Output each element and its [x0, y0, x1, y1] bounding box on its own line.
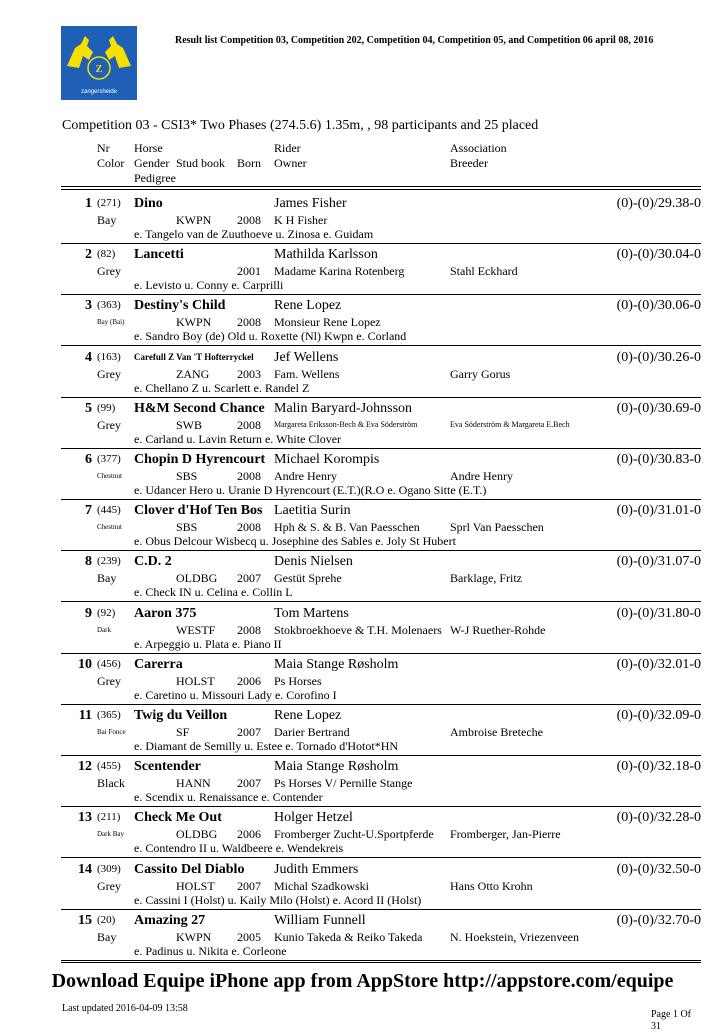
- rider-name: James Fisher: [274, 196, 347, 211]
- owner-name: K H Fisher: [274, 213, 328, 227]
- horse-name: Chopin D Hyrencourt: [134, 452, 266, 467]
- stud-book: KWPN: [176, 315, 212, 330]
- horse-color: Bay (Bai): [97, 318, 125, 327]
- horse-name: Aaron 375: [134, 605, 197, 621]
- start-number: (455): [97, 760, 121, 773]
- result-score: (0)-(0)/32.70-0: [616, 912, 701, 928]
- placing-rank: 7: [85, 503, 92, 519]
- horse-color: Grey: [97, 673, 121, 688]
- horse-color: Grey: [97, 417, 121, 432]
- pedigree: e. Contendro II u. Waldbeere e. Wendekreis: [134, 841, 344, 856]
- rider-name: Michael Korompis: [274, 452, 380, 467]
- placing-rank: 5: [85, 400, 92, 416]
- col-owner: Owner: [274, 156, 307, 170]
- horse-name: Scentender: [134, 759, 201, 775]
- result-score: (0)-(0)/30.04-0: [616, 247, 701, 263]
- placing-rank: 12: [78, 759, 92, 775]
- born-year: 2008: [237, 520, 261, 535]
- col-rider: Rider: [274, 141, 301, 155]
- result-row: [61, 704, 701, 756]
- last-updated: Last updated 2016-04-09 13:58: [62, 1003, 188, 1014]
- col-breeder: Breeder: [450, 156, 488, 170]
- col-pedigree: Pedigree: [134, 171, 176, 185]
- result-score: (0)-(0)/31.01-0: [616, 503, 701, 519]
- owner-name: Hph & S. & B. Van Paesschen: [274, 520, 420, 535]
- start-number: (239): [97, 555, 121, 568]
- result-score: (0)-(0)/30.06-0: [616, 298, 701, 314]
- horse-name: Amazing 27: [134, 912, 206, 928]
- start-number: (163): [97, 350, 121, 363]
- born-year: 2006: [237, 827, 261, 842]
- stud-book: OLDBG: [176, 827, 218, 842]
- horse-color: Dark: [97, 625, 111, 634]
- result-row: [61, 346, 701, 398]
- owner-name: Fromberger Zucht-U.Sportpferde: [274, 827, 434, 842]
- start-number: (211): [97, 811, 121, 824]
- start-number: (377): [97, 453, 121, 465]
- competition-title: Competition 03 - CSI3* Two Phases (274.5.6) 1.35m, , 98 participants and 25 placed: [62, 118, 539, 133]
- col-horse: Horse: [134, 141, 163, 155]
- breeder-name: W-J Ruether-Rohde: [450, 622, 546, 637]
- stud-book: SBS: [176, 469, 198, 483]
- owner-name: Andre Henry: [274, 469, 337, 483]
- start-number: (99): [97, 401, 116, 414]
- pedigree: e. Arpeggio u. Plata e. Piano II: [134, 636, 282, 651]
- report-title: Result list Competition 03, Competition 202, Competition 04, Competition 05, and Competition 06 april 08, 2016: [175, 35, 654, 46]
- result-row: [61, 755, 701, 807]
- placing-rank: 2: [85, 247, 92, 263]
- pedigree: e. Tangelo van de Zuuthoeve u. Zinosa e. Guidam: [134, 227, 374, 241]
- start-number: (92): [97, 606, 116, 619]
- pedigree: e. Carland u. Lavin Return e. White Clover: [134, 431, 342, 446]
- footer-rule: [61, 962, 701, 963]
- horse-color: Chestnut: [97, 523, 122, 532]
- start-number: (365): [97, 709, 121, 721]
- rider-name: Laetitia Surin: [274, 503, 351, 519]
- horse-color: Bai Fonce: [97, 728, 126, 736]
- horse-color: Grey: [97, 878, 121, 893]
- horse-name: Twig du Veillon: [134, 708, 228, 723]
- pedigree: e. Sandro Boy (de) Old u. Roxette (Nl) Kwpn e. Corland: [134, 329, 407, 344]
- pedigree: e. Obus Delcour Wisbecq u. Josephine des Sables e. Joly St Hubert: [134, 534, 456, 549]
- owner-name: Ps Horses V/ Pernille Stange: [274, 776, 413, 791]
- born-year: 2007: [237, 725, 261, 739]
- born-year: 2005: [237, 929, 261, 944]
- rider-name: Tom Martens: [274, 605, 349, 621]
- breeder-name: Eva Söderström & Margareta E.Bech: [450, 419, 570, 429]
- pedigree: e. Udancer Hero u. Uranie D Hyrencourt (E.T.)(R.O e. Ogano Sitte (E.T.): [134, 483, 487, 497]
- horse-name: Destiny's Child: [134, 298, 226, 314]
- result-row: [61, 243, 701, 295]
- owner-name: Monsieur Rene Lopez: [274, 315, 381, 330]
- header-rule: [61, 189, 701, 190]
- horse-name: H&M Second Chance: [134, 400, 265, 416]
- col-color: Color: [97, 156, 125, 170]
- start-number: (456): [97, 657, 121, 670]
- start-number: (271): [97, 197, 121, 209]
- owner-name: Darier Bertrand: [274, 725, 350, 739]
- horse-color: Grey: [97, 366, 121, 381]
- stud-book: WESTF: [176, 622, 216, 637]
- result-score: (0)-(0)/32.01-0: [616, 656, 701, 672]
- pedigree: e. Diamant de Semilly u. Estee e. Tornado d'Hotot*HN: [134, 739, 399, 753]
- start-number: (20): [97, 913, 116, 926]
- rider-name: Maia Stange Røsholm: [274, 656, 399, 672]
- rider-name: Mathilda Karlsson: [274, 247, 378, 263]
- result-score: (0)-(0)/30.26-0: [616, 349, 701, 365]
- result-score: (0)-(0)/32.28-0: [616, 810, 701, 826]
- pedigree: e. Scendix u. Renaissance e. Contender: [134, 790, 323, 805]
- col-gender: Gender: [134, 156, 170, 170]
- owner-name: Margareta Eriksson-Bech & Eva Söderström: [274, 419, 418, 429]
- pedigree: e. Chellano Z u. Scarlett e. Randel Z: [134, 380, 310, 395]
- rider-name: Malin Baryard-Johnsson: [274, 400, 413, 416]
- result-score: (0)-(0)/29.38-0: [616, 196, 701, 211]
- horse-color: Bay: [97, 571, 117, 586]
- rider-name: Judith Emmers: [274, 861, 359, 877]
- start-number: (309): [97, 862, 121, 875]
- horse-color: Bay: [97, 929, 117, 944]
- breeder-name: Ambroise Breteche: [450, 725, 543, 739]
- owner-name: Madame Karina Rotenberg: [274, 264, 405, 279]
- owner-name: Stokbroekhoeve & T.H. Molenaers: [274, 622, 442, 637]
- result-row: [61, 909, 701, 961]
- stud-book: SBS: [176, 520, 198, 535]
- horse-name: Clover d'Hof Ten Bos: [134, 503, 263, 519]
- breeder-name: Sprl Van Paesschen: [450, 520, 544, 535]
- result-score: (0)-(0)/32.18-0: [616, 759, 701, 775]
- stud-book: OLDBG: [176, 571, 218, 586]
- col-studbook: Stud book: [176, 156, 226, 170]
- pedigree: e. Padinus u. Nikita e. Corleone: [134, 943, 287, 958]
- stud-book: ZANG: [176, 366, 210, 381]
- stud-book: SWB: [176, 417, 203, 432]
- born-year: 2001: [237, 264, 261, 279]
- result-score: (0)-(0)/31.80-0: [616, 605, 701, 621]
- result-row: [61, 499, 701, 551]
- start-number: (82): [97, 248, 116, 261]
- rider-name: Holger Hetzel: [274, 810, 353, 826]
- stud-book: HANN: [176, 776, 211, 791]
- horse-color: Bay: [97, 213, 117, 227]
- placing-rank: 6: [85, 452, 92, 467]
- horse-name: Carerra: [134, 656, 183, 672]
- result-row: [61, 858, 701, 910]
- rider-name: Jef Wellens: [274, 349, 339, 365]
- placing-rank: 10: [78, 656, 92, 672]
- born-year: 2008: [237, 315, 261, 330]
- pedigree: e. Cassini I (Holst) u. Kaily Milo (Holst) e. Acord II (Holst): [134, 892, 422, 907]
- rider-name: William Funnell: [274, 912, 366, 928]
- breeder-name: N. Hoekstein, Vriezenveen: [450, 929, 580, 944]
- rider-name: Denis Nielsen: [274, 554, 353, 570]
- result-score: (0)-(0)/30.69-0: [616, 400, 701, 416]
- pedigree: e. Check IN u. Celina e. Collin L: [134, 585, 293, 600]
- stud-book: HOLST: [176, 673, 215, 688]
- rider-name: Maia Stange Røsholm: [274, 759, 399, 775]
- pedigree: e. Levisto u. Conny e. Carprilli: [134, 278, 284, 293]
- rider-name: Rene Lopez: [274, 298, 342, 314]
- result-row: [61, 397, 701, 449]
- rider-name: Rene Lopez: [274, 708, 342, 723]
- placing-rank: 8: [85, 554, 92, 570]
- start-number: (363): [97, 299, 121, 312]
- result-row: [61, 294, 701, 346]
- result-row: [61, 602, 701, 654]
- start-number: (445): [97, 504, 121, 517]
- page-number: Page 1 Of 31: [651, 1009, 691, 1032]
- breeder-name: Fromberger, Jan-Pierre: [450, 827, 561, 842]
- placing-rank: 3: [85, 298, 92, 314]
- app-download-banner: Download Equipe iPhone app from AppStore http://appstore.com/equipe: [51, 970, 674, 992]
- horse-name: Dino: [134, 196, 163, 211]
- stud-book: KWPN: [176, 929, 212, 944]
- result-row: [61, 448, 701, 500]
- owner-name: Ps Horses: [274, 673, 322, 688]
- born-year: 2008: [237, 213, 261, 227]
- owner-name: Fam. Wellens: [274, 366, 340, 381]
- placing-rank: 13: [78, 810, 92, 826]
- horse-name: Check Me Out: [134, 810, 222, 826]
- horse-name: Lancetti: [134, 247, 184, 263]
- breeder-name: Hans Otto Krohn: [450, 878, 533, 893]
- horse-color: Black: [97, 776, 125, 791]
- placing-rank: 11: [78, 708, 92, 723]
- col-association: Association: [450, 141, 507, 155]
- placing-rank: 9: [85, 605, 92, 621]
- born-year: 2008: [237, 417, 261, 432]
- owner-name: Michal Szadkowski: [274, 878, 369, 893]
- born-year: 2008: [237, 622, 261, 637]
- born-year: 2007: [237, 878, 261, 893]
- breeder-name: Andre Henry: [450, 469, 513, 483]
- born-year: 2006: [237, 673, 261, 688]
- owner-name: Kunio Takeda & Reiko Takeda: [274, 929, 423, 944]
- horse-name: Carefull Z Van 'T Hofterryckel: [134, 351, 254, 362]
- born-year: 2007: [237, 776, 261, 791]
- result-row: [61, 192, 701, 244]
- result-score: (0)-(0)/32.09-0: [616, 708, 701, 723]
- breeder-name: Garry Gorus: [450, 366, 511, 381]
- stud-book: HOLST: [176, 878, 215, 893]
- horse-name: C.D. 2: [134, 554, 172, 570]
- horse-color: Grey: [97, 264, 121, 279]
- placing-rank: 15: [78, 912, 92, 928]
- result-row: [61, 550, 701, 602]
- result-row: [61, 806, 701, 858]
- breeder-name: Stahl Eckhard: [450, 264, 518, 279]
- horse-name: Cassito Del Diablo: [134, 861, 245, 877]
- result-score: (0)-(0)/32.50-0: [616, 861, 701, 877]
- placing-rank: 4: [85, 349, 92, 365]
- svg-text:Z: Z: [95, 64, 103, 75]
- placing-rank: 14: [78, 861, 92, 877]
- col-nr: Nr: [97, 141, 110, 155]
- stud-book: KWPN: [176, 213, 212, 227]
- stud-book: SF: [176, 725, 190, 739]
- logo-text: zangersheide: [80, 89, 118, 95]
- col-born: Born: [237, 156, 261, 170]
- born-year: 2007: [237, 571, 261, 586]
- owner-name: Gestüt Sprehe: [274, 571, 342, 586]
- horse-color: Dark Bay: [97, 830, 125, 839]
- result-row: [61, 653, 701, 705]
- pedigree: e. Caretino u. Missouri Lady e. Corofino I: [134, 687, 337, 702]
- born-year: 2008: [237, 469, 261, 483]
- header-rule: [61, 186, 701, 187]
- born-year: 2003: [237, 366, 261, 381]
- zangersheide-logo: [61, 26, 137, 100]
- breeder-name: Barklage, Fritz: [450, 571, 522, 586]
- result-score: (0)-(0)/30.83-0: [616, 452, 701, 467]
- placing-rank: 1: [85, 196, 92, 211]
- result-score: (0)-(0)/31.07-0: [616, 554, 701, 570]
- horse-color: Chestnut: [97, 472, 122, 480]
